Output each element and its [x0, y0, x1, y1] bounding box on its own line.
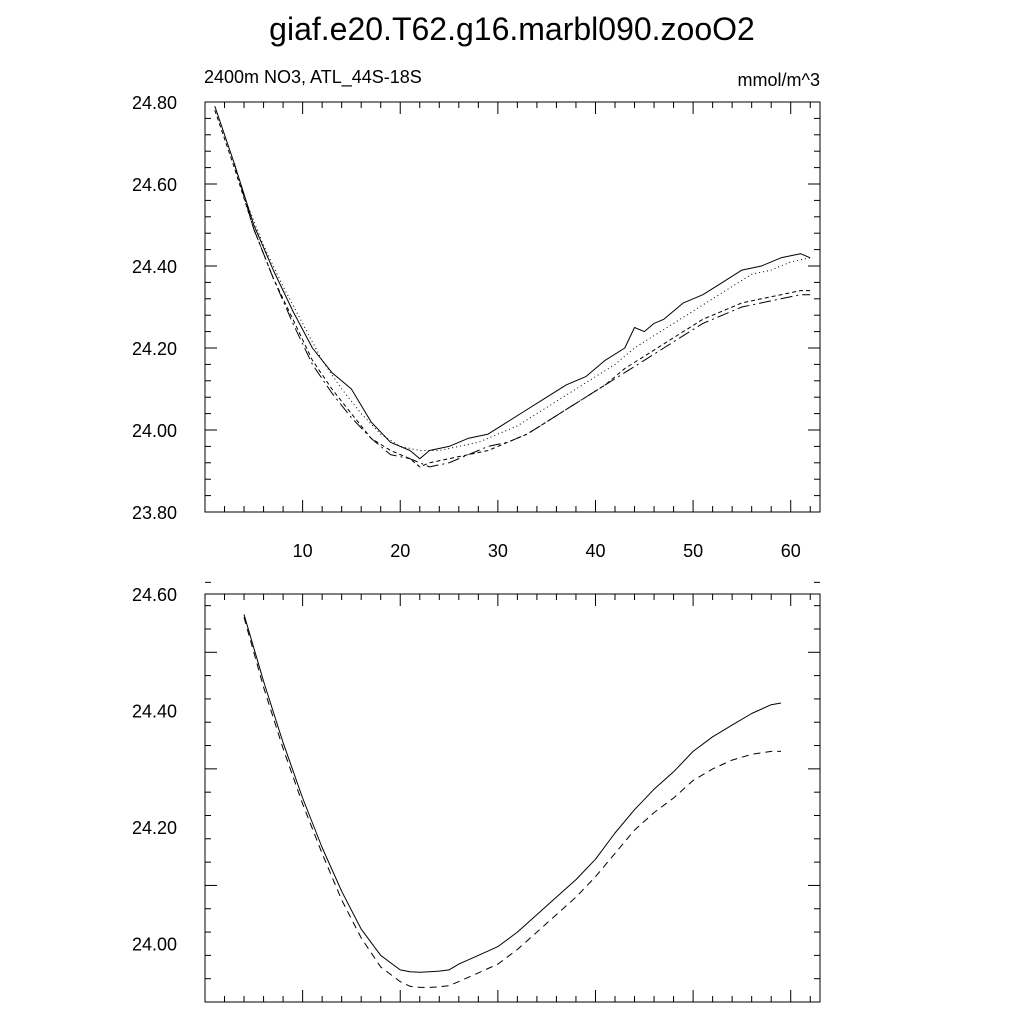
y-tick-label: 24.00 — [131, 421, 177, 441]
bottom-panel — [132, 582, 820, 1002]
x-tick-label: 40 — [585, 541, 606, 561]
region-label: 2400m NO3, ATL_44S-18S — [204, 67, 422, 87]
x-tick-label: 10 — [292, 541, 313, 561]
x-tick-label: 20 — [390, 541, 411, 561]
x-tick-label: 50 — [683, 541, 704, 561]
series-line-3 — [234, 164, 810, 467]
y-tick-label: 24.60 — [131, 585, 177, 605]
series-line-1 — [244, 614, 781, 972]
top-panel — [132, 67, 820, 561]
series-line-2 — [244, 617, 781, 987]
y-tick-label: 23.80 — [131, 503, 177, 523]
y-tick-label: 24.40 — [131, 701, 177, 722]
units-label: mmol/m^3 — [737, 70, 820, 90]
bottom-plot-frame — [205, 594, 820, 1002]
y-tick-label: 24.80 — [131, 93, 177, 113]
y-tick-label: 24.00 — [131, 934, 177, 955]
top-plot-frame — [205, 102, 820, 512]
figure-title: giaf.e20.T62.g16.marbl090.zooO2 — [269, 11, 755, 47]
x-tick-label: 60 — [780, 541, 801, 561]
x-tick-label: 30 — [487, 541, 508, 561]
y-tick-label: 24.40 — [131, 257, 177, 277]
series-line-2 — [215, 110, 810, 467]
y-tick-label: 24.20 — [131, 818, 177, 839]
y-tick-label: 24.20 — [131, 339, 177, 359]
y-tick-label: 24.60 — [131, 175, 177, 195]
series-line-4 — [244, 196, 810, 450]
series-line-1 — [215, 106, 810, 459]
